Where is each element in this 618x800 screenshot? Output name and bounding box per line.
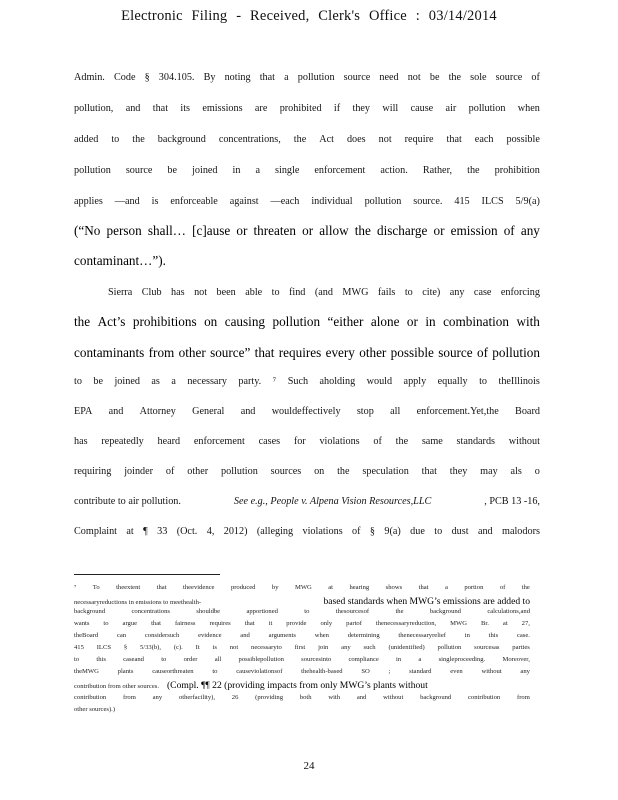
body-line: requiring joinder of other pollution sources on the speculation that they may als o (74, 466, 540, 477)
footnote-text: (Compl. ¶¶ 22 (providing impacts from only MWG’s plants without (166, 680, 428, 691)
body-line: Admin. Code § 304.105. By noting that a pollution source need not be the sole source of (74, 72, 540, 83)
body-line: contaminant…”). (74, 253, 166, 268)
page-number: 24 (303, 760, 315, 772)
body-line (74, 496, 540, 507)
footnote-line: wants to argue that fairness requires that it provide only partof thenecessaryreduction, MWG Br. at 27, (74, 620, 530, 627)
footnote-line: 415 ILCS § 5/33(b), (c). It is not necessaryto first join any such (unidentified) pollution sourcesas parties (74, 644, 530, 651)
footnote-text: contribution from other sources. (74, 683, 159, 690)
footnote-text: based standards when MWG’s emissions are added to (323, 596, 530, 607)
footnote-line (74, 596, 530, 607)
body-line: (“No person shall… [c]ause or threaten or allow the discharge or emission of any (74, 223, 540, 238)
footnote-line: other sources).) (74, 706, 116, 713)
footnote-line: to this caseand to order all possiblepollution sourcesinto compliance in a singleproceeding. Moreover, (74, 656, 530, 663)
body-line: to be joined as a necessary party. ⁷ Such aholding would apply equally to theIllinois (74, 376, 540, 387)
body-line: EPA and Attorney General and wouldeffectively stop all enforcement.Yet,the Board (74, 406, 540, 417)
body-line: Sierra Club has not been able to find (and MWG fails to cite) any case enforcing (108, 287, 540, 298)
footnote-separator (74, 574, 220, 575)
footnote-line: theBoard can considersuch evidence and arguments when determining thenecessaryrelief in this case. (74, 632, 530, 639)
footnote-line: background concentrations shouldbe apportioned to thesourcesof the background calculations,and (74, 608, 530, 615)
body-line: Complaint at ¶ 33 (Oct. 4, 2012) (alleging violations of § 9(a) due to dust and malodors (74, 526, 540, 537)
body-line: has repeatedly heard enforcement cases for violations of the same standards without (74, 436, 540, 447)
body-line: pollution source be joined in a single enforcement action. Rather, the prohibition (74, 165, 540, 176)
body-line: contaminants from other source” that requires every other possible source of pollution (74, 345, 540, 360)
body-line: applies —and is enforceable against —each individual pollution source. 415 ILCS 5/9(a) (74, 196, 540, 207)
footnote-line: contribution from any otherfacility), 26 (providing both with and without background contribution from (74, 694, 530, 701)
body-line: added to the background concentrations, the Act does not require that each possible (74, 134, 540, 145)
filing-stamp-header: Electronic Filing - Received, Clerk's Office : 03/14/2014 (121, 8, 497, 24)
footnote-line: theMWG plants causeorthreaten to causeviolationsof thehealth-based SO ; standard even without any (74, 668, 530, 675)
footnote-line: ⁷ To theextent that theevidence produced by MWG at hearing shows that a portion of the (74, 584, 530, 591)
footnote-text: necessaryreductions in emissions to meethealth- (74, 599, 202, 606)
case-citation: See e.g., People v. Alpena Vision Resources,LLC (233, 496, 432, 507)
footnote-line (74, 680, 530, 691)
body-line: the Act’s prohibitions on causing pollution “either alone or in combination with (74, 314, 540, 329)
body-text: , PCB 13 -16, (484, 496, 540, 507)
body-text: contribute to air pollution. (74, 496, 181, 507)
body-line: pollution, and that its emissions are prohibited if they will cause air pollution when (74, 103, 540, 114)
